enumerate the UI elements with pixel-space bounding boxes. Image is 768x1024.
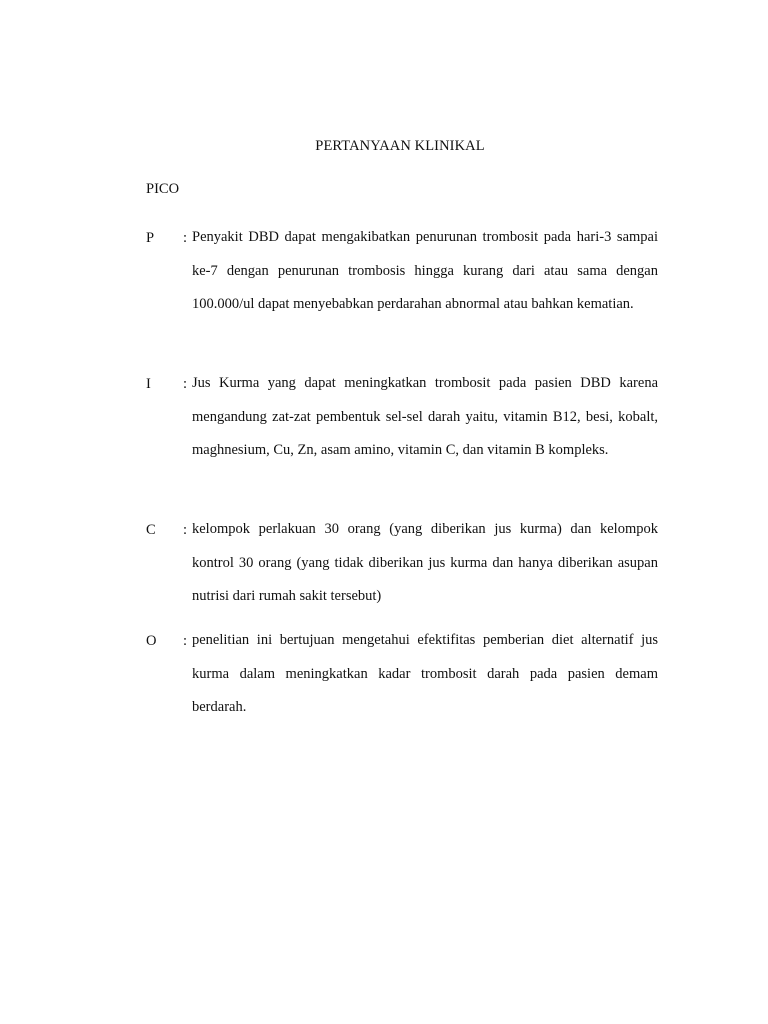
item-text: Jus Kurma yang dapat meningkatkan trombosit pada pasien DBD karena mengandung zat-zat pembentuk sel-sel darah yaitu, vitamin B12, besi, kobalt, maghnesium, Cu, Zn, asam amino, vitamin C, dan vitamin B kompleks. [192,375,658,459]
item-colon: : [183,522,188,538]
item-text: Penyakit DBD dapat mengakibatkan penurunan trombosit pada hari-3 sampai ke-7 dengan penurunan trombosis hingga kurang dari atau sama dengan 100.000/ul dapat menyebabkan perdarahan abnormal atau bahkan kematian. [192,229,658,313]
section-heading: PICO [146,181,180,197]
item-text: penelitian ini bertujuan mengetahui efektifitas pemberian diet alternatif jus kurma dalam meningkatkan kadar trombosit darah pada pasien demam berdarah. [192,632,658,716]
page-title: PERTANYAAN KLINIKAL [315,138,485,154]
item-colon: : [183,376,188,392]
item-colon: : [183,230,188,246]
item-text: kelompok perlakuan 30 orang (yang diberikan jus kurma) dan kelompok kontrol 30 orang (yang tidak diberikan jus kurma dan hanya diberikan asupan nutrisi dari rumah sakit tersebut) [192,521,658,605]
item-letter: I [146,376,151,392]
item-letter: P [146,230,155,246]
item-letter: O [146,633,157,649]
item-letter: C [146,522,156,538]
item-colon: : [183,633,188,649]
